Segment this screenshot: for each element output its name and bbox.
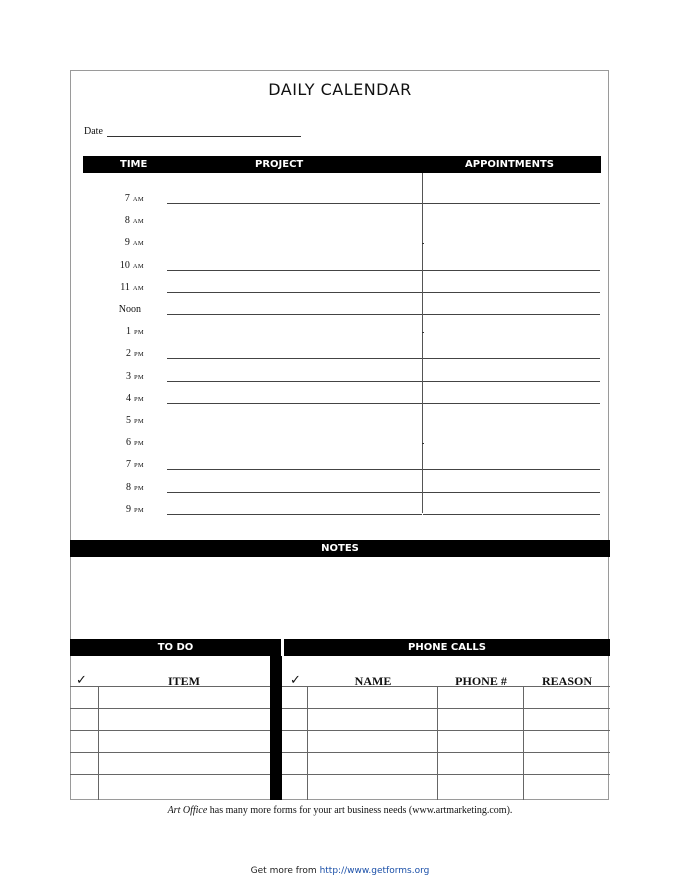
hour-value: 2 xyxy=(126,348,131,359)
hour-label xyxy=(96,415,144,426)
phone-name-column-line xyxy=(437,686,438,800)
hour-label xyxy=(96,193,144,204)
todo-check-icon: ✓ xyxy=(76,673,87,688)
project-line[interactable] xyxy=(167,358,422,359)
project-line[interactable] xyxy=(167,403,422,404)
appointments-divider xyxy=(422,173,423,513)
appointment-line[interactable] xyxy=(423,381,600,382)
hour-value: 7 xyxy=(126,459,131,470)
phone-number-column-line xyxy=(523,686,524,800)
appointment-line[interactable] xyxy=(423,403,600,404)
todo-row-line xyxy=(70,708,270,709)
appointment-line[interactable] xyxy=(423,203,600,204)
hour-value: 9 xyxy=(124,237,130,248)
phone-name-header: NAME xyxy=(354,674,392,688)
hour-value: 10 xyxy=(119,260,130,271)
hour-value: 9 xyxy=(126,504,131,515)
project-line[interactable] xyxy=(167,381,422,382)
hour-value: 1 xyxy=(126,326,131,337)
hour-suffix: PM xyxy=(134,418,144,425)
phone-row-line xyxy=(282,774,610,775)
hour-suffix: AM xyxy=(132,240,144,247)
project-line[interactable] xyxy=(167,270,422,271)
hour-suffix: PM xyxy=(134,351,144,358)
time-column-header: TIME xyxy=(120,159,148,170)
hour-label xyxy=(96,348,144,359)
hour-value: 4 xyxy=(126,393,131,404)
hour-value: 7 xyxy=(124,193,130,204)
footer-brand: Art Office xyxy=(167,805,208,816)
todo-row-line xyxy=(70,686,270,687)
todo-phone-divider xyxy=(270,656,282,800)
appointment-line[interactable] xyxy=(423,492,600,493)
phone-check-column-line xyxy=(307,686,308,800)
divider-tick xyxy=(422,243,424,244)
todo-check-column-line xyxy=(98,686,99,800)
appointment-line[interactable] xyxy=(423,514,600,515)
hour-label xyxy=(96,437,144,448)
hour-label xyxy=(96,326,144,337)
hour-suffix: PM xyxy=(134,329,144,336)
hour-value: 8 xyxy=(126,482,131,493)
appointment-line[interactable] xyxy=(423,292,600,293)
form-border xyxy=(70,70,609,800)
notes-area[interactable] xyxy=(71,557,608,638)
hour-label xyxy=(96,304,144,315)
schedule-header-bar xyxy=(83,156,601,173)
phone-row-line xyxy=(282,686,610,687)
hour-suffix: PM xyxy=(134,396,144,403)
todo-row-line xyxy=(70,730,270,731)
hour-value: 3 xyxy=(126,371,131,382)
hour-value: 5 xyxy=(126,415,131,426)
get-more-link[interactable]: http://www.getforms.org xyxy=(319,866,430,876)
hour-label xyxy=(96,260,144,271)
form-title: DAILY CALENDAR xyxy=(268,80,412,99)
project-column-header: PROJECT xyxy=(255,159,304,170)
appointment-line[interactable] xyxy=(423,358,600,359)
appointment-line[interactable] xyxy=(423,314,600,315)
hour-value: Noon xyxy=(118,304,141,315)
get-more-line xyxy=(0,866,680,876)
phone-calls-header-bar: PHONE CALLS xyxy=(284,639,610,656)
footer-note xyxy=(70,805,610,816)
project-line[interactable] xyxy=(167,314,422,315)
hour-value: 11 xyxy=(120,282,130,293)
todo-header-bar: TO DO xyxy=(70,639,281,656)
phone-row-line xyxy=(282,708,610,709)
appointments-column-header: APPOINTMENTS xyxy=(465,159,554,170)
project-line[interactable] xyxy=(167,203,422,204)
hour-label xyxy=(96,282,144,293)
appointment-line[interactable] xyxy=(423,469,600,470)
footer-text: has many more forms for your art business needs (www.artmarketing.com). xyxy=(207,805,513,816)
phone-row-line xyxy=(282,752,610,753)
notes-header-bar: NOTES xyxy=(70,540,610,557)
hour-label xyxy=(96,482,144,493)
hour-label xyxy=(96,504,144,515)
todo-item-header: ITEM xyxy=(167,674,200,688)
project-line[interactable] xyxy=(167,492,422,493)
project-line[interactable] xyxy=(167,514,422,515)
project-line[interactable] xyxy=(167,469,422,470)
hour-value: 8 xyxy=(124,215,130,226)
project-line[interactable] xyxy=(167,292,422,293)
todo-row-line xyxy=(70,752,270,753)
hour-label xyxy=(96,459,144,470)
phone-reason-header: REASON xyxy=(541,674,592,688)
divider-tick xyxy=(422,443,424,444)
date-label: Date xyxy=(84,126,103,137)
phone-number-header: PHONE # xyxy=(455,674,507,688)
hour-suffix: PM xyxy=(134,507,144,514)
hour-label xyxy=(96,393,144,404)
phone-row-line xyxy=(282,730,610,731)
hour-suffix: PM xyxy=(134,440,144,447)
hour-suffix: PM xyxy=(134,485,144,492)
hour-suffix: PM xyxy=(134,374,144,381)
hour-suffix: AM xyxy=(132,285,144,292)
phone-check-icon: ✓ xyxy=(290,673,301,688)
hour-label xyxy=(96,371,144,382)
divider-tick xyxy=(422,332,424,333)
hour-suffix: AM xyxy=(132,196,144,203)
hour-label xyxy=(96,237,144,248)
hour-suffix: AM xyxy=(132,263,144,270)
hour-label xyxy=(96,215,144,226)
hour-value: 6 xyxy=(126,437,131,448)
todo-row-line xyxy=(70,774,270,775)
hour-suffix: PM xyxy=(134,462,144,469)
get-more-text: Get more from xyxy=(250,866,320,876)
appointment-line[interactable] xyxy=(423,270,600,271)
date-field[interactable] xyxy=(107,136,301,137)
hour-suffix: AM xyxy=(132,218,144,225)
